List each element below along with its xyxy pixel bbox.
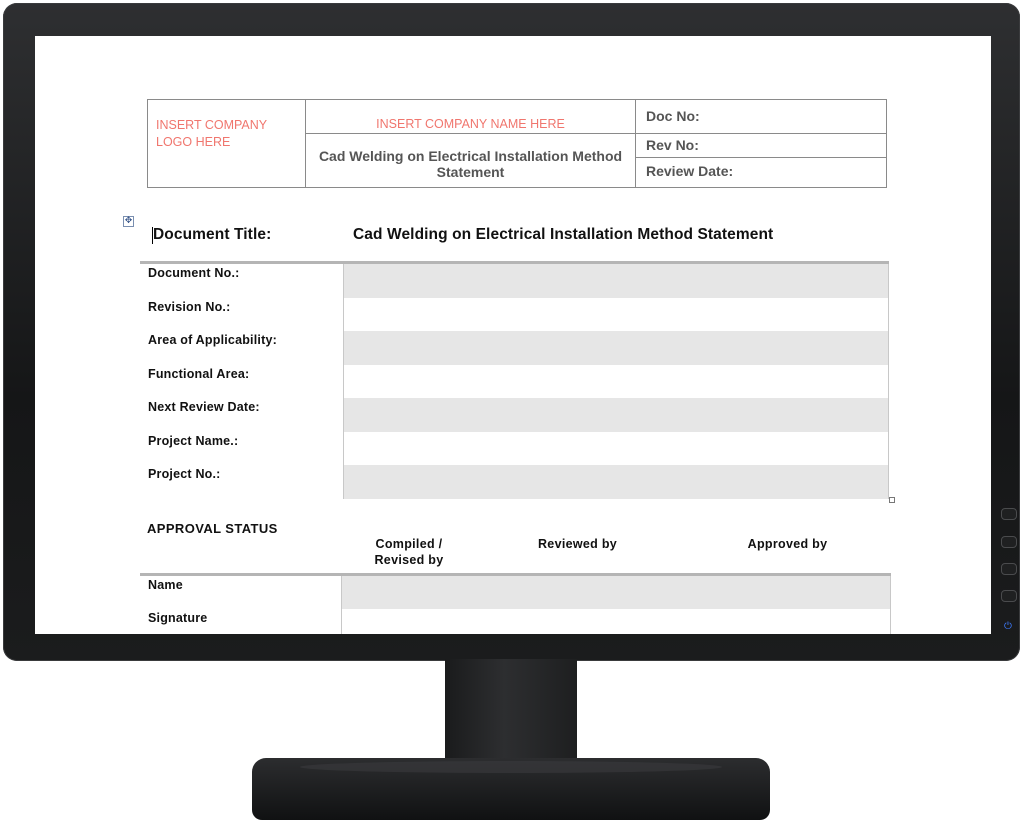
document-no-field[interactable] (343, 264, 889, 298)
monitor-exit-button[interactable] (1001, 590, 1017, 602)
monitor-menu-button[interactable] (1001, 508, 1017, 520)
reviewed-by-header: Reviewed by (537, 537, 618, 551)
document-title-label[interactable]: Document Title: (153, 226, 272, 243)
approval-status-heading: APPROVAL STATUS (147, 521, 278, 536)
monitor-button-panel (1001, 508, 1019, 638)
monitor-up-button[interactable] (1001, 536, 1017, 548)
next-review-date-field[interactable] (343, 398, 889, 432)
table-row (140, 398, 889, 432)
revision-no-field[interactable] (343, 298, 889, 332)
name-field[interactable] (341, 576, 891, 609)
header-table (147, 99, 887, 188)
header-document-title[interactable]: Cad Welding on Electrical Installation Method Statement (306, 134, 636, 187)
table-resize-handle[interactable] (889, 497, 895, 503)
review-date-label[interactable]: Review Date: (646, 163, 734, 179)
project-no-field[interactable] (343, 465, 889, 499)
approval-row-label: Signature (148, 611, 208, 625)
rev-no-label[interactable]: Rev No: (636, 134, 886, 158)
table-row (140, 264, 889, 298)
info-label: Project Name.: (148, 433, 239, 448)
power-icon[interactable]: ⏻ (1004, 621, 1012, 632)
document-title-value[interactable]: Cad Welding on Electrical Installation Method Statement (353, 226, 774, 243)
table-row (140, 331, 889, 365)
info-label: Project No.: (148, 467, 221, 481)
table-row (140, 609, 891, 634)
info-label: Revision No.: (148, 299, 231, 314)
table-row (140, 298, 889, 332)
approval-table (140, 573, 891, 634)
area-of-applicability-field[interactable] (343, 331, 889, 365)
info-label: Document No.: (148, 266, 240, 280)
project-name-field[interactable] (343, 432, 889, 466)
doc-no-label[interactable]: Doc No: (636, 100, 886, 134)
company-name-placeholder[interactable]: INSERT COMPANY NAME HERE (306, 100, 636, 134)
logo-placeholder[interactable]: INSERT COMPANY LOGO HERE (148, 100, 306, 187)
approved-by-header: Approved by (747, 537, 828, 551)
monitor-bezel (3, 3, 1020, 661)
monitor-screen (35, 36, 991, 634)
table-row (140, 576, 891, 609)
table-row (140, 465, 889, 499)
info-label: Next Review Date: (148, 400, 260, 414)
signature-field[interactable] (341, 609, 891, 634)
document-page (35, 36, 991, 634)
functional-area-field[interactable] (343, 365, 889, 399)
document-info-table (140, 261, 889, 499)
table-row (140, 365, 889, 399)
four-arrows-icon[interactable]: ✥ (124, 216, 133, 226)
info-label: Functional Area: (148, 366, 250, 381)
monitor-stand-neck (445, 659, 577, 769)
info-label: Area of Applicability: (148, 333, 277, 347)
compiled-revised-by-header: Compiled / Revised by (374, 537, 444, 567)
table-row (140, 432, 889, 466)
monitor-down-button[interactable] (1001, 563, 1017, 575)
monitor-stand-highlight (300, 761, 722, 773)
approval-row-label: Name (148, 578, 183, 592)
